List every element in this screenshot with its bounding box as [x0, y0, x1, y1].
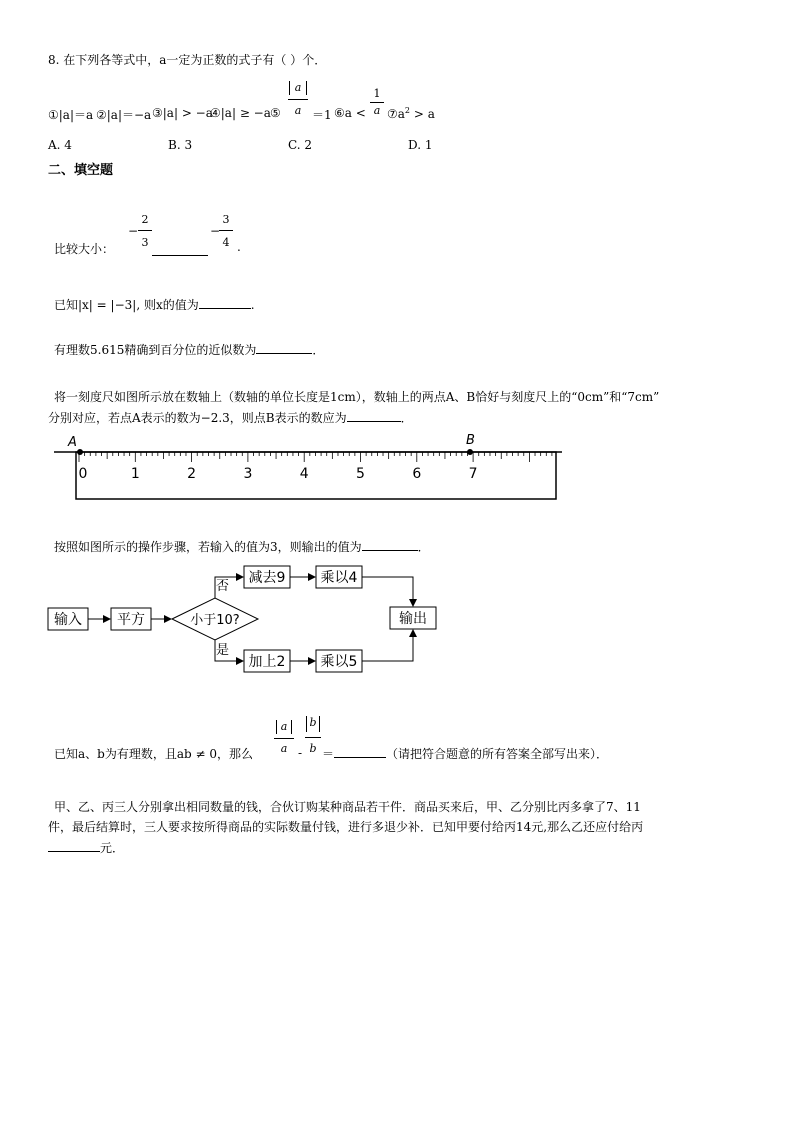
point-a-label: A: [68, 435, 77, 450]
q8-opt6: ⑥a <: [334, 106, 366, 120]
frac6-line: [370, 102, 384, 103]
fill3-text: 有理数5.615精确到百分位的近似数为: [54, 343, 257, 357]
ruler-number: 0: [78, 466, 88, 482]
box-square-label: 平方: [117, 612, 145, 628]
q8-opt7: $⑦a^2 > a$: [387, 106, 435, 121]
q8-opt1: ①|a|＝a: [48, 108, 94, 122]
fill3-suffix: ．: [312, 343, 325, 357]
box-subtract-label: 减去9: [248, 570, 286, 586]
arrow-mul4-output: [362, 577, 413, 606]
fill1-suffix: .: [237, 240, 241, 254]
frac-a-line: [138, 230, 152, 231]
fill5-blank: [362, 538, 418, 551]
box-output-label: 输出: [399, 611, 427, 627]
ruler-body: [76, 452, 556, 499]
frac-a-numerator: 2: [141, 213, 149, 226]
fill2-blank: [199, 296, 251, 309]
frac-b-line: [219, 230, 233, 231]
fill7-blank: [48, 839, 100, 852]
fill7-line3: [48, 839, 124, 856]
frac-b-denominator: 4: [222, 236, 230, 249]
branch-yes-label: 是: [216, 643, 230, 658]
abs-bar-right: [306, 81, 307, 95]
frac2-numerator: b: [309, 716, 317, 729]
ruler-number: 6: [412, 466, 422, 482]
ruler-ticks: [79, 452, 552, 462]
box-mul4-label: 乘以4: [320, 570, 358, 586]
fill2-suffix: .: [250, 298, 255, 312]
fill6-tail: ＝ （请把符合题意的所有答案全部写出来）．: [322, 747, 609, 761]
point-a-dot: [77, 449, 83, 455]
fill1-prefix: 比较大小：: [54, 242, 115, 256]
q8-opt5: ⑤: [270, 106, 281, 120]
frac-a-denominator: 3: [141, 236, 149, 249]
q8-eq1: ＝1: [312, 108, 332, 122]
frac6-denominator: a: [373, 104, 381, 117]
ruler-number: 3: [243, 466, 253, 482]
abs-bar: [319, 716, 320, 732]
frac1-denominator: a: [280, 742, 288, 755]
ruler-numbers: [79, 466, 478, 482]
fill4-line2-text: 分别对应，若点A表示的数为−2.3，则点B表示的数应为: [48, 411, 347, 425]
fill1-blank: [152, 243, 208, 256]
fill3-blank: [256, 341, 312, 354]
fill5: [54, 538, 430, 555]
fill1-neg-b: −: [210, 224, 221, 238]
q8-stem: 8. 在下列各等式中，a一定为正数的式子有（ ）个．: [48, 53, 327, 67]
section-title: 二、填空题: [48, 163, 114, 178]
q8-opt3: ③|a| > −a: [152, 106, 213, 120]
fill3: [54, 341, 324, 358]
frac5-denominator: a: [294, 104, 302, 117]
frac5-numerator: a: [294, 81, 302, 94]
frac1-numerator: a: [280, 720, 288, 733]
frac5-line: [288, 99, 308, 100]
fill6-minus: -: [298, 746, 303, 760]
fill4-line2: [48, 409, 413, 426]
fill7-line2: 件，最后结算时，三人要求按所得商品的实际数量付钱，进行多退少补．已知甲要付给丙14元,那么乙还应付给丙: [48, 820, 644, 834]
point-b-dot: [467, 449, 473, 455]
ruler-number: 4: [299, 466, 309, 482]
decision-label: 小于10?: [190, 613, 240, 628]
q8-opt2: ②|a|＝−a: [96, 108, 152, 122]
arrow-mul5-output: [362, 630, 413, 661]
box-add-label: 加上2: [248, 654, 286, 670]
fill6-prefix: 已知a、b为有理数，且ab ≠ 0，那么: [54, 747, 253, 761]
frac2-line: [305, 737, 321, 738]
fill6-blank: [334, 745, 386, 758]
fill7-line1: 甲、乙、丙三人分别拿出相同数量的钱，合伙订购某种商品若干件．商品买来后，甲、乙分别比丙多拿了7、11: [54, 800, 641, 814]
choice-c: C. 2: [288, 138, 313, 152]
abs-bar: [291, 720, 292, 734]
point-b-label: B: [466, 433, 475, 448]
fill1-neg-a: −: [128, 224, 139, 238]
ruler-number: 7: [468, 466, 478, 482]
box-mul5-label: 乘以5: [320, 654, 358, 670]
flowchart: [0, 560, 480, 680]
choice-d: D. 1: [408, 138, 433, 152]
ruler-figure: [0, 428, 600, 504]
fill5-suffix: ．: [417, 540, 430, 554]
ruler-number: 2: [187, 466, 197, 482]
frac1-line: [274, 738, 294, 739]
choice-a: A. 4: [48, 138, 72, 152]
fill4-suffix: ．: [400, 411, 413, 425]
frac2-denominator: b: [309, 742, 317, 755]
fill7-suffix: 元．: [100, 841, 125, 855]
frac6-numerator: 1: [373, 87, 381, 100]
box-input-label: 输入: [54, 612, 82, 628]
fill5-text: 按照如图所示的操作步骤，若输入的值为3，则输出的值为: [54, 540, 362, 554]
q8-opt4: ④|a| ≥ −a: [210, 106, 271, 120]
ruler-number: 5: [356, 466, 365, 482]
fill2: [54, 296, 255, 313]
branch-no-label: 否: [216, 579, 230, 594]
ruler-number: 1: [130, 466, 140, 482]
frac-b-numerator: 3: [222, 213, 230, 226]
choice-b: B. 3: [168, 138, 193, 152]
fill4-line1: 将一刻度尺如图所示放在数轴上（数轴的单位长度是1cm），数轴上的两点A、B恰好与刻度尺上的“0cm”和“7cm”: [54, 390, 660, 404]
fill2-text: 已知|x| = |−3|, 则x的值为: [54, 298, 199, 312]
fill4-blank: [347, 409, 401, 422]
